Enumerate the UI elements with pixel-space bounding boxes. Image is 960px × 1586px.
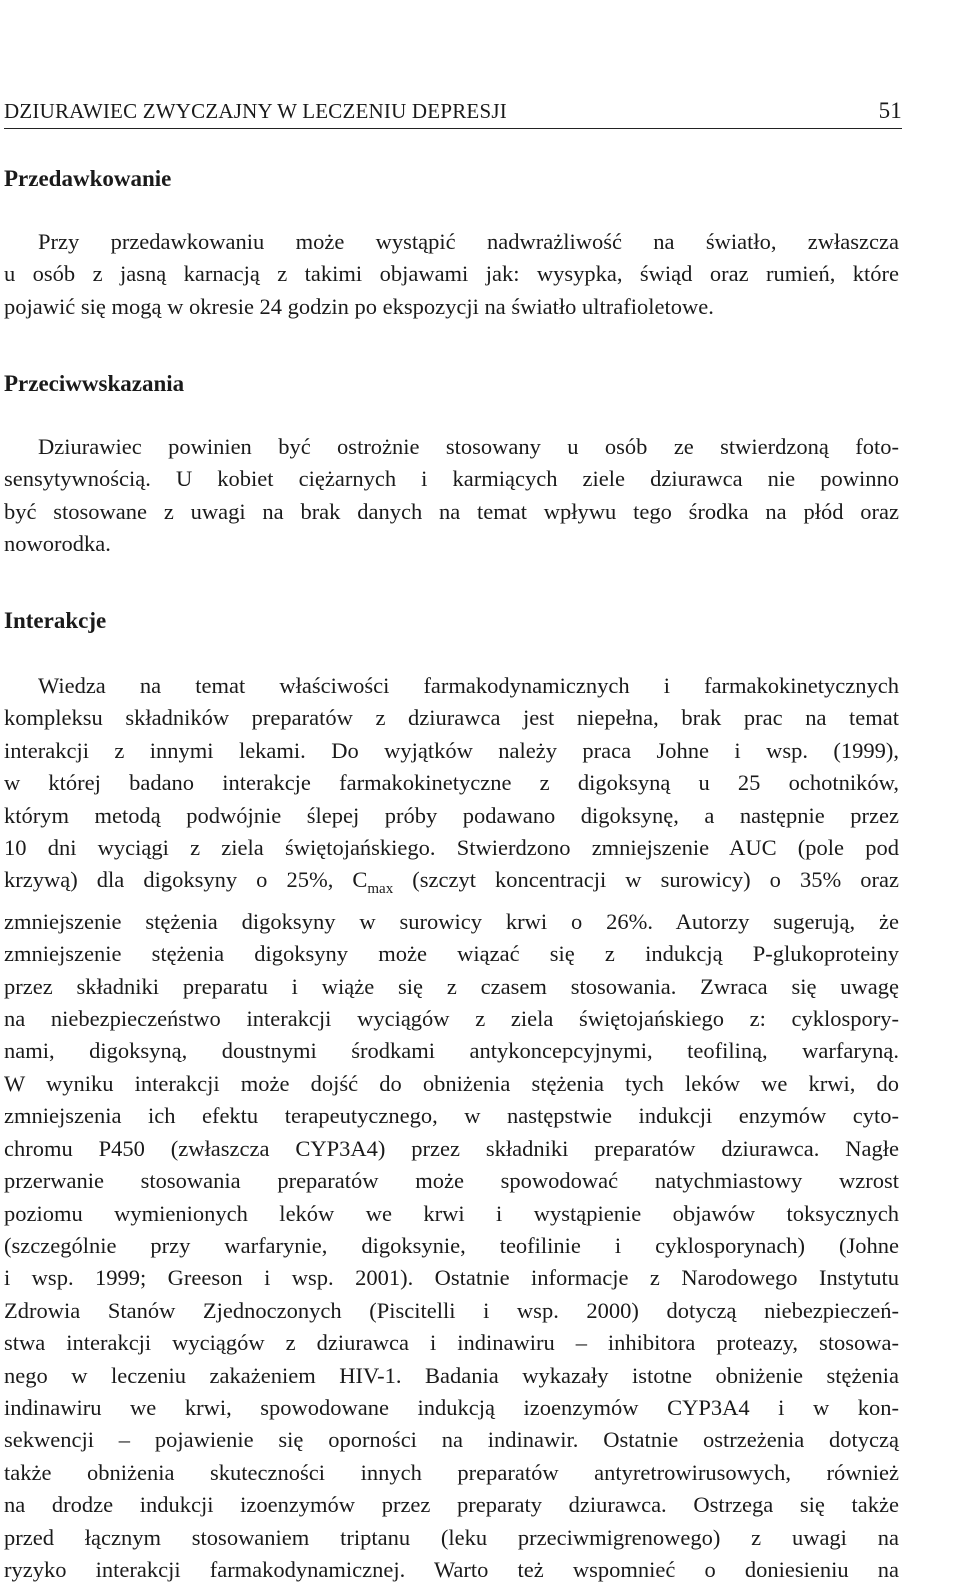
text-line: zmniejszenia ich efektu terapeutycznego, w następstwie indukcji enzymów cyto- <box>4 1103 899 1129</box>
section-heading-interactions: Interakcje <box>4 608 107 633</box>
section-heading-overdose: Przedawkowanie <box>4 166 172 191</box>
text-line: Zdrowia Stanów Zjednoczonych (Piscitelli i wsp. 2000) dotyczą niebezpieczeń- <box>4 1297 899 1323</box>
text-line-cmax <box>4 864 899 905</box>
text-line: Przy przedawkowaniu może wystąpić nadwrażliwość na światło, zwłaszcza <box>38 229 899 254</box>
text-line: Dziurawiec powinien być ostrożnie stosowany u osób ze stwierdzoną foto- <box>38 434 899 459</box>
text-line: pojawić się mogą w okresie 24 godzin po ekspozycji na światło ultrafioletowe. <box>4 293 714 319</box>
text-line: na drodze indukcji izoenzymów przez preparaty dziurawca. Ostrzega się także <box>4 1492 899 1518</box>
text-line: sekwencji – pojawienie się oporności na indinawir. Ostatnie ostrzeżenia dotyczą <box>4 1427 899 1453</box>
running-header <box>4 96 902 129</box>
text-line: także obniżenia skuteczności innych preparatów antyretrowirusowych, również <box>4 1459 899 1485</box>
text-line: chromu P450 (zwłaszcza CYP3A4) przez składniki preparatów dziurawca. Nagłe <box>4 1135 899 1161</box>
cmax-subscript: max <box>367 881 394 898</box>
running-title: DZIURAWIEC ZWYCZAJNY W LECZENIU DEPRESJI <box>4 99 507 123</box>
cmax-before: krzywą) dla digoksyny o 25%, C <box>4 867 368 893</box>
text-line: zmniejszenie stężenia digoksyny może wiązać się z indukcją P-glukoproteiny <box>4 941 899 967</box>
section-heading-contraindications: Przeciwwskazania <box>4 371 185 396</box>
cmax-after: (szczyt koncentracji w surowicy) o 35% oraz <box>393 867 899 893</box>
paragraph-interactions <box>4 670 899 1586</box>
text-line: zmniejszenie stężenia digoksyny w surowicy krwi o 26%. Autorzy sugerują, że <box>4 908 899 934</box>
text-line: sensytywnością. U kobiet ciężarnych i karmiących ziele dziurawca nie powinno <box>4 466 899 492</box>
text-line: Wiedza na temat właściwości farmakodynamicznych i farmakokinetycznych <box>38 673 899 698</box>
text-line: być stosowane z uwagi na brak danych na temat wpływu tego środka na płód oraz <box>4 498 899 524</box>
text-line: ryzyko interakcji farmakodynamicznej. Warto też wspomnieć o doniesieniu na <box>4 1556 899 1582</box>
text-line: (szczególnie przy warfarynie, digoksynie, teofilinie i cyklosporynach) (Johne <box>4 1232 899 1258</box>
page-number: 51 <box>878 98 902 123</box>
text-line: poziomu wymienionych leków we krwi i wystąpienie objawów toksycznych <box>4 1200 899 1226</box>
text-line: przez składniki preparatu i wiąże się z czasem stosowania. Zwraca się uwagę <box>4 973 899 999</box>
text-line: u osób z jasną karnacją z takimi objawami jak: wysypka, świąd oraz rumień, które <box>4 261 899 287</box>
paragraph-overdose <box>4 226 899 323</box>
text-line: w której badano interakcje farmakokinetyczne z digoksyną u 25 ochotników, <box>4 770 899 796</box>
text-line: nami, digoksyną, doustnymi środkami antykoncepcyjnymi, teofiliną, warfaryną. <box>4 1038 899 1064</box>
text-line: i wsp. 1999; Greeson i wsp. 2001). Ostatnie informacje z Narodowego Instytutu <box>4 1265 899 1291</box>
text-line: nego w leczeniu zakażeniem HIV-1. Badania wykazały istotne obniżenie stężenia <box>4 1362 899 1388</box>
paragraph-contraindications <box>4 431 899 561</box>
text-line: kompleksu składników preparatów z dziurawca jest niepełna, brak prac na temat <box>4 705 899 731</box>
text-line: którym metodą podwójnie ślepej próby podawano digoksynę, a następnie przez <box>4 802 899 828</box>
text-line: noworodka. <box>4 531 111 557</box>
text-line: interakcji z innymi lekami. Do wyjątków należy praca Johne i wsp. (1999), <box>4 737 899 763</box>
text-line: 10 dni wyciągi z ziela świętojańskiego. Stwierdzono zmniejszenie AUC (pole pod <box>4 835 899 861</box>
text-line: przerwanie stosowania preparatów może spowodować natychmiastowy wzrost <box>4 1168 899 1194</box>
text-line: indinawiru we krwi, spowodowane indukcją izoenzymów CYP3A4 i w kon- <box>4 1394 899 1420</box>
text-line: W wyniku interakcji może dojść do obniżenia stężenia tych leków we krwi, do <box>4 1070 899 1096</box>
text-line: na niebezpieczeństwo interakcji wyciągów z ziela świętojańskiego z: cyklospory- <box>4 1006 899 1032</box>
text-line: przed łącznym stosowaniem triptanu (leku przeciwmigrenowego) z uwagi na <box>4 1524 899 1550</box>
text-line: stwa interakcji wyciągów z dziurawca i indinawiru – inhibitora proteazy, stosowa- <box>4 1330 899 1356</box>
